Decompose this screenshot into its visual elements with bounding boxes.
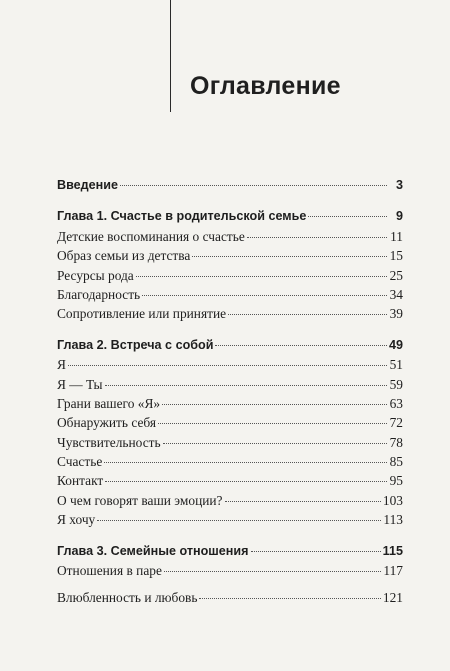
toc-entry-label: Я bbox=[57, 357, 66, 373]
toc-entry[interactable] bbox=[57, 493, 403, 512]
toc-chapter-label: Глава 2. Встреча с собой bbox=[57, 337, 214, 352]
toc-entry-page: 63 bbox=[389, 395, 403, 411]
toc-entry-page: 113 bbox=[383, 512, 403, 528]
dot-leader bbox=[164, 570, 382, 572]
decorative-vertical-rule bbox=[170, 0, 171, 112]
dot-leader bbox=[68, 364, 387, 366]
toc-entry[interactable] bbox=[57, 268, 403, 287]
table-of-contents bbox=[57, 178, 403, 610]
toc-chapter-label: Глава 1. Счастье в родительской семье bbox=[57, 209, 307, 224]
dot-leader bbox=[247, 236, 387, 238]
toc-entry-page: 121 bbox=[382, 590, 403, 606]
toc-entry-label: Отношения в паре bbox=[57, 563, 162, 579]
toc-entry-label: Контакт bbox=[57, 473, 104, 489]
toc-entry-page: 3 bbox=[395, 178, 403, 192]
toc-entry-label: Благодарность bbox=[57, 286, 141, 302]
toc-entry[interactable] bbox=[57, 377, 403, 396]
toc-entry-page: 85 bbox=[389, 454, 403, 470]
toc-entry[interactable] bbox=[57, 590, 403, 609]
toc-entry-label: Сопротивление или принятие bbox=[57, 306, 227, 322]
toc-entry-page: 103 bbox=[382, 492, 403, 508]
toc-entry-page: 95 bbox=[389, 473, 403, 489]
toc-entry-page: 51 bbox=[389, 357, 403, 373]
toc-entry-label: Влюбленность и любовь bbox=[57, 590, 198, 606]
toc-chapter-page: 9 bbox=[395, 209, 403, 224]
toc-entry-page: 117 bbox=[383, 563, 403, 579]
toc-entry[interactable] bbox=[57, 512, 403, 531]
toc-entry-page: 15 bbox=[389, 248, 403, 264]
toc-entry[interactable] bbox=[57, 435, 403, 454]
dot-leader bbox=[308, 215, 387, 217]
toc-entry[interactable] bbox=[57, 454, 403, 473]
toc-entry-label: Образ семьи из детства bbox=[57, 248, 191, 264]
dot-leader bbox=[163, 442, 387, 444]
page-title: Оглавление bbox=[190, 72, 341, 100]
toc-entry[interactable] bbox=[57, 287, 403, 306]
dot-leader bbox=[158, 422, 387, 424]
dot-leader bbox=[97, 519, 381, 521]
dot-leader bbox=[162, 403, 387, 405]
toc-entry-intro[interactable] bbox=[57, 178, 403, 197]
spacer bbox=[57, 532, 403, 544]
toc-entry[interactable] bbox=[57, 248, 403, 267]
toc-chapter-3[interactable] bbox=[57, 544, 403, 563]
toc-entry-page: 78 bbox=[389, 434, 403, 450]
toc-entry-page: 11 bbox=[390, 228, 403, 244]
toc-entry-label: О чем говорят ваши эмоции? bbox=[57, 492, 223, 508]
toc-chapter-page: 49 bbox=[388, 337, 403, 352]
toc-entry-label: Введение bbox=[57, 178, 119, 192]
toc-chapter-1[interactable] bbox=[57, 209, 403, 228]
dot-leader bbox=[142, 294, 387, 296]
dot-leader bbox=[105, 384, 387, 386]
toc-entry-label: Я хочу bbox=[57, 512, 96, 528]
toc-entry-label: Ресурсы рода bbox=[57, 267, 134, 283]
dot-leader bbox=[228, 313, 387, 315]
dot-leader bbox=[225, 500, 381, 502]
dot-leader bbox=[192, 255, 387, 257]
toc-chapter-label: Глава 3. Семейные отношения bbox=[57, 543, 249, 558]
toc-entry-label: Обнаружить себя bbox=[57, 415, 157, 431]
toc-entry[interactable] bbox=[57, 473, 403, 492]
toc-entry-label: Детские воспоминания о счастье bbox=[57, 228, 245, 244]
toc-entry-page: 72 bbox=[389, 415, 403, 431]
dot-leader bbox=[136, 275, 387, 277]
dot-leader bbox=[105, 480, 387, 482]
toc-entry-label: Счастье bbox=[57, 454, 103, 470]
spacer bbox=[57, 582, 403, 590]
toc-entry[interactable] bbox=[57, 229, 403, 248]
dot-leader bbox=[104, 461, 387, 463]
toc-entry[interactable] bbox=[57, 415, 403, 434]
dot-leader bbox=[251, 550, 381, 552]
toc-entry[interactable] bbox=[57, 357, 403, 376]
toc-entry-label: Грани вашего «Я» bbox=[57, 395, 161, 411]
toc-entry-page: 59 bbox=[389, 376, 403, 392]
toc-entry-page: 25 bbox=[389, 267, 403, 283]
toc-entry-page: 34 bbox=[389, 286, 403, 302]
spacer bbox=[57, 197, 403, 209]
toc-entry-label: Чувствительность bbox=[57, 434, 161, 450]
dot-leader bbox=[199, 597, 380, 599]
toc-entry-label: Я — Ты bbox=[57, 376, 103, 392]
toc-entry-page: 39 bbox=[389, 306, 403, 322]
toc-entry[interactable] bbox=[57, 563, 403, 582]
toc-chapter-2[interactable] bbox=[57, 338, 403, 357]
dot-leader bbox=[215, 344, 387, 346]
dot-leader bbox=[120, 184, 387, 186]
toc-chapter-page: 115 bbox=[382, 543, 403, 558]
toc-entry[interactable] bbox=[57, 306, 403, 325]
spacer bbox=[57, 326, 403, 338]
toc-entry[interactable] bbox=[57, 396, 403, 415]
